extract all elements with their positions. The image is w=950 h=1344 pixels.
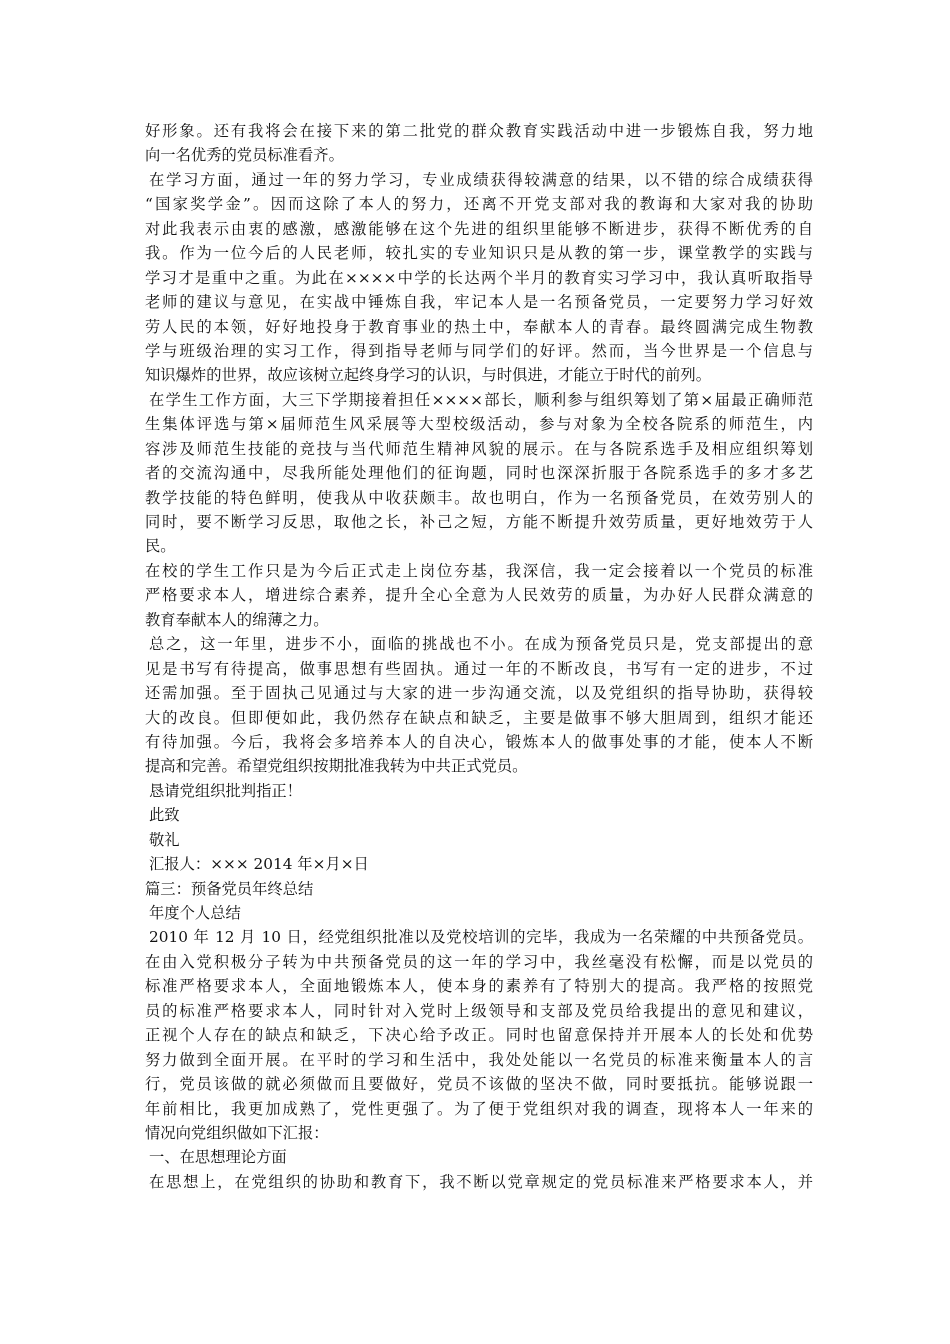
document-body <box>145 119 813 1194</box>
text-line: 在思想上，在党组织的协助和教育下，我不断以党章规定的党员标准来严格要求本人，并 <box>149 1172 813 1191</box>
text-line: 情况向党组织做如下汇报： <box>145 1123 329 1142</box>
text-line: 在校的学生工作只是为今后正式走上岗位夯基，我深信，我一定会接着以一个党员的标准 <box>145 561 813 580</box>
text-line: 教学技能的特色鲜明，使我从中收获颇丰。故也明白，作为一名预备党员，在效劳别人的 <box>145 488 813 507</box>
text-line: 学习才是重中之重。为此在××××中学的长达两个半月的教育实习学习中，我认真听取指导 <box>145 268 813 287</box>
text-line: 此致 <box>149 806 180 825</box>
text-line: “国家奖学金”。因而这除了本人的努力，还离不开党支部对我的教诲和大家对我的协助 <box>145 195 813 214</box>
text-line: 汇报人：××× 2014 年×月×日 <box>149 855 369 874</box>
text-line: 劳人民的本领，好好地投身于教育事业的热土中，奉献本人的青春。最终圆满完成生物教 <box>145 317 813 336</box>
text-line: 还需加强。至于固执己见通过与大家的进一步沟通交流，以及党组织的指导协助，获得较 <box>145 684 813 703</box>
text-line: 2010 年 12 月 10 日，经党组织批准以及党校培训的完毕，我成为一名荣耀的中共预备党员。 <box>149 928 813 947</box>
text-line: 对此我表示由衷的感激，感激能够在这个先进的组织里能够不断进步，获得不断优秀的自 <box>145 219 813 238</box>
text-line: 者的交流沟通中，尽我所能处理他们的征询题，同时也深深折服于各院系选手的多才多艺 <box>145 464 813 483</box>
text-line: 一、在思想理论方面 <box>149 1148 287 1167</box>
text-line: 行，党员该做的就必须做而且要做好，党员不该做的坚决不做，同时要抵抗。能够说跟一 <box>145 1075 813 1094</box>
text-line: 民。 <box>145 537 176 556</box>
text-line: 教育奉献本人的绵薄之力。 <box>145 610 329 629</box>
text-line: 篇三：预备党员年终总结 <box>145 879 314 898</box>
text-line: 总之，这一年里，进步不小，面临的挑战也不小。在成为预备党员只是，党支部提出的意 <box>149 635 813 654</box>
text-line: 学与班级治理的实习工作，得到指导老师与同学们的好评。然而，当今世界是一个信息与 <box>145 341 813 360</box>
text-line: 恳请党组织批判指正！ <box>149 781 302 800</box>
text-line: 努力做到全面开展。在平时的学习和生活中，我处处能以一名党员的标准来衡量本人的言 <box>145 1050 813 1069</box>
text-line: 标准严格要求本人，全面地锻炼本人，使本身的素养有了特别大的提高。我严格的按照党 <box>145 977 813 996</box>
text-line: 知识爆炸的世界，故应该树立起终身学习的认识，与时俱进，才能立于时代的前列。 <box>145 366 711 385</box>
text-line: 年度个人总结 <box>149 904 241 922</box>
text-line: 正视个人存在的缺点和缺乏，下决心给予改正。同时也留意保持并开展本人的长处和优势 <box>145 1026 813 1045</box>
text-line: 容涉及师范生技能的竞技与当代师范生精神风貌的展示。在与各院系选手及相应组织筹划 <box>145 439 813 458</box>
text-line: 好形象。还有我将会在接下来的第二批党的群众教育实践活动中进一步锻炼自我，努力地 <box>145 122 813 140</box>
text-line: 员的标准严格要求本人，同时针对入党时上级领导和支部及党员给我提出的意见和建议， <box>145 1001 813 1020</box>
text-line: 年前相比，我更加成熟了，党性更强了。为了便于党组织对我的调查，现将本人一年来的 <box>145 1099 813 1118</box>
text-line: 在学习方面，通过一年的努力学习，专业成绩获得较满意的结果，以不错的综合成绩获得 <box>149 170 813 189</box>
text-line: 同时，要不断学习反思，取他之长，补己之短，方能不断提升效劳质量，更好地效劳于人 <box>145 513 813 531</box>
text-line: 向一名优秀的党员标准看齐。 <box>145 146 344 165</box>
text-line: 大的改良。但即便如此，我仍然存在缺点和缺乏，主要是做事不够大胆周到，组织才能还 <box>145 708 813 727</box>
text-line: 提高和完善。希望党组织按期批准我转为中共正式党员。 <box>145 757 528 776</box>
text-line: 生集体评选与第×届师范生风采展等大型校级活动，参与对象为全校各院系的师范生，内 <box>145 415 813 434</box>
text-line: 见是书写有待提高，做事思想有些固执。通过一年的不断改良，书写有一定的进步，不过 <box>145 659 813 678</box>
text-line: 敬礼 <box>149 830 180 849</box>
text-line: 老师的建议与意见，在实战中锤炼自我，牢记本人是一名预备党员，一定要努力学习好效 <box>145 293 813 312</box>
text-line: 有待加强。今后，我将会多培养本人的自决心，锻炼本人的做事处事的才能，使本人不断 <box>145 732 813 751</box>
text-line: 在学生工作方面，大三下学期接着担任××××部长，顺利参与组织筹划了第×届最正确师范 <box>149 390 813 409</box>
text-line: 我。作为一位今后的人民老师，较扎实的专业知识只是从教的第一步，课堂教学的实践与 <box>145 244 813 263</box>
text-line: 严格要求本人，增进综合素养，提升全心全意为人民效劳的质量，为办好人民群众满意的 <box>145 586 813 605</box>
text-line: 在由入党积极分子转为中共预备党员的这一年的学习中，我丝毫没有松懈，而是以党员的 <box>145 952 813 971</box>
